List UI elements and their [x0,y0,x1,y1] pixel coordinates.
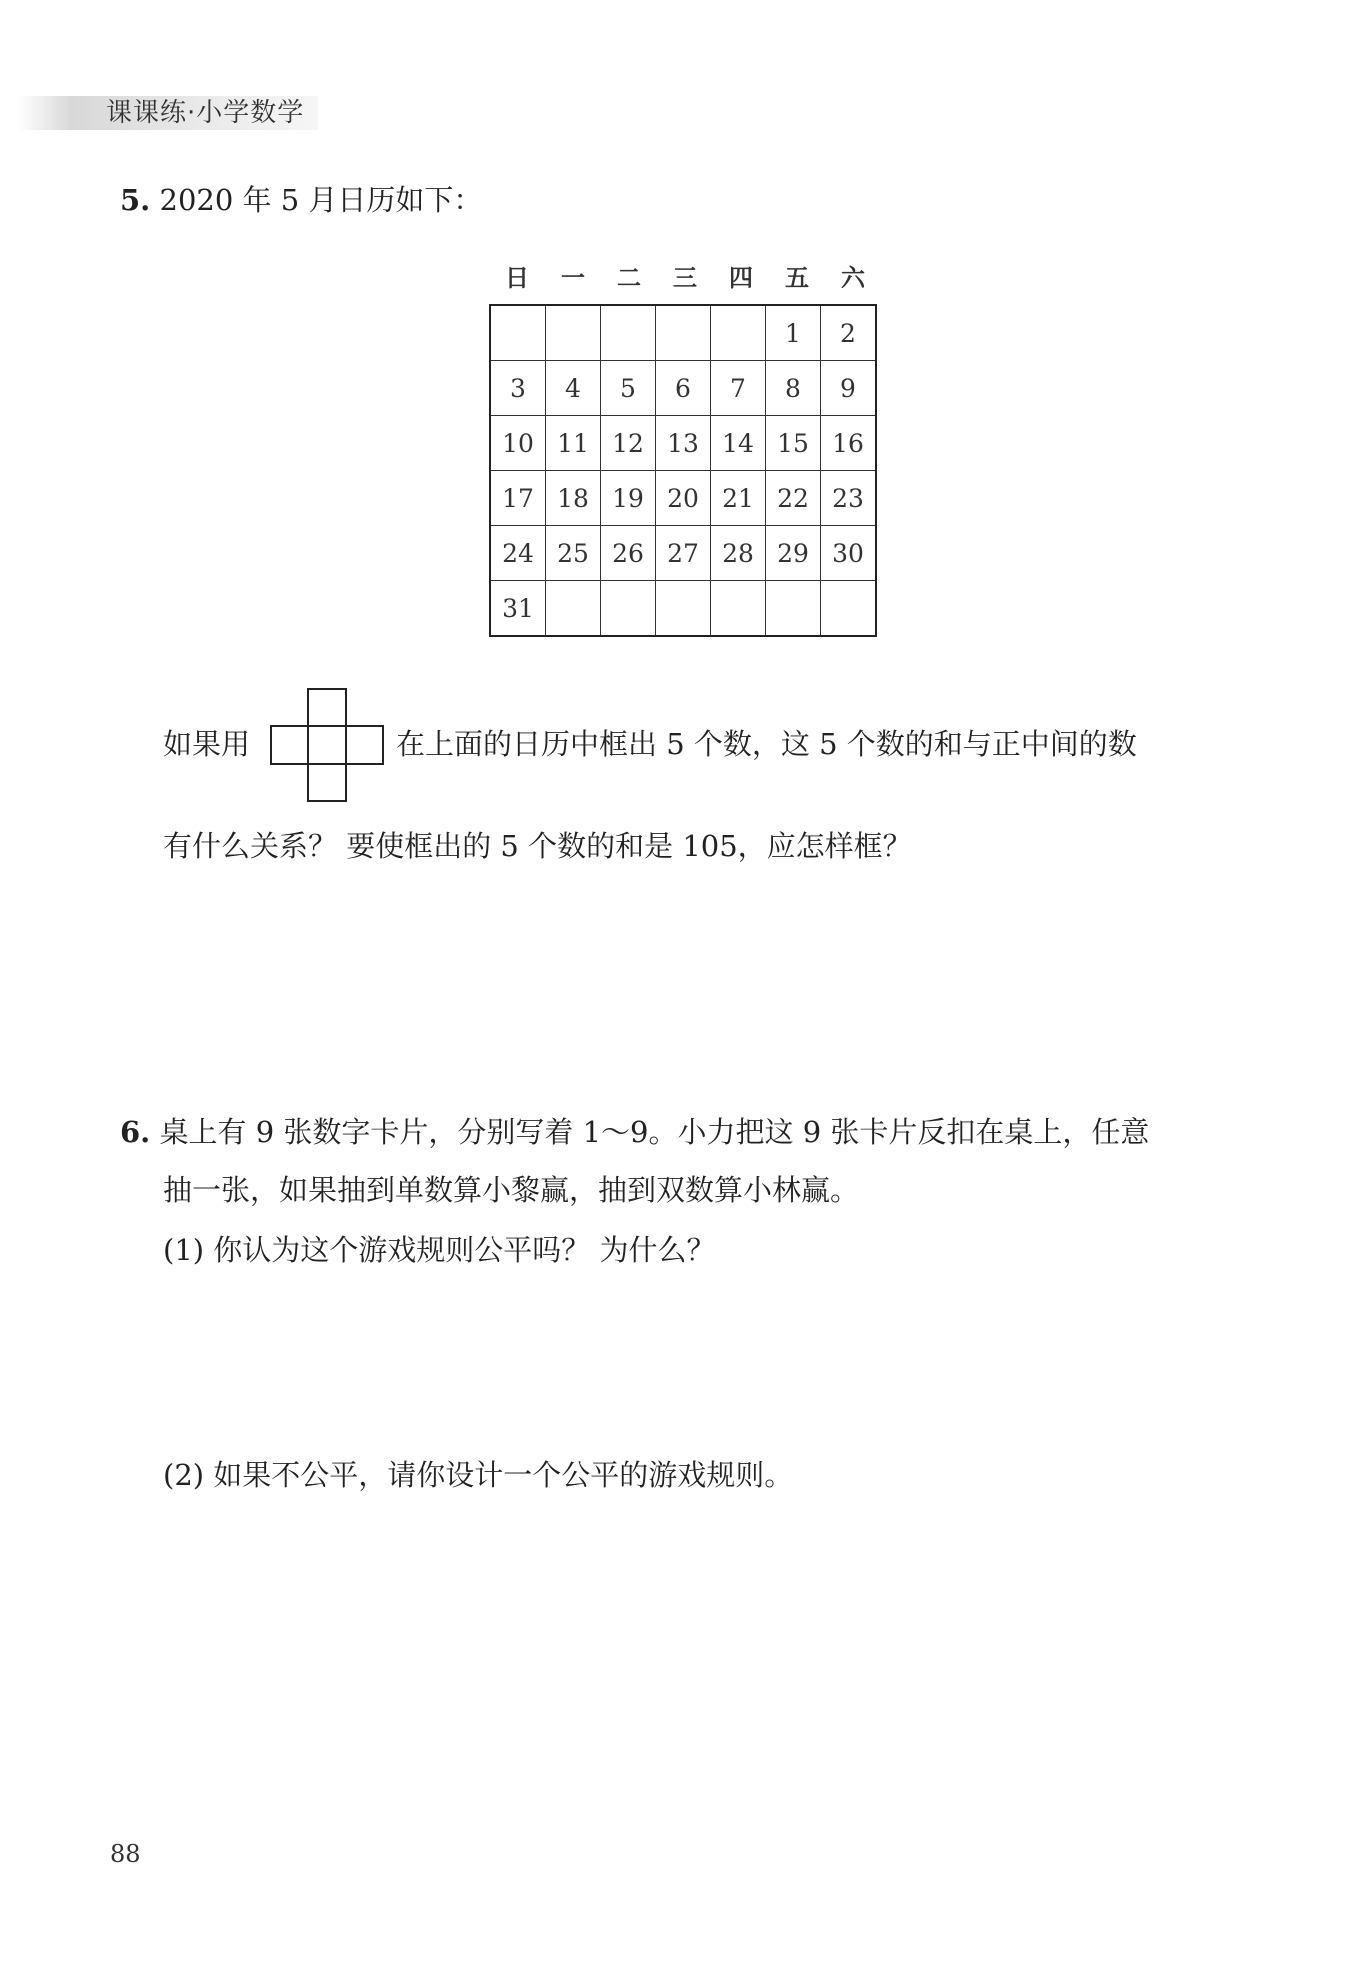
calendar-day-cell [546,581,601,637]
calendar-day-cell: 16 [821,416,877,471]
question-5-line1-suffix: 在上面的日历中框出 5 个数，这 5 个数的和与正中间的数 [396,727,1137,761]
calendar-day-cell: 2 [821,305,877,361]
calendar-day-cell: 24 [490,526,546,581]
calendar-day-cell [656,305,711,361]
calendar-day-cell [601,581,656,637]
calendar-day-cell: 3 [490,361,546,416]
calendar-week-row [490,471,876,526]
question-6-subquestion-2: (2) 如果不公平，请你设计一个公平的游戏规则。 [163,1458,794,1492]
calendar-day-cell: 26 [601,526,656,581]
calendar-day-cell [601,305,656,361]
calendar-day-cell [711,581,766,637]
calendar-day-cell: 13 [656,416,711,471]
question-6-line2: 抽一张，如果抽到单数算小黎赢，抽到双数算小林赢。 [163,1173,860,1207]
calendar-day-cell: 1 [766,305,821,361]
calendar-day-cell [656,581,711,637]
calendar-day-cell: 15 [766,416,821,471]
calendar-day-cell: 28 [711,526,766,581]
question-6-subquestion-1: (1) 你认为这个游戏规则公平吗？ 为什么？ [163,1233,716,1267]
question-6-number: 6. [120,1115,151,1149]
calendar-day-cell: 18 [546,471,601,526]
calendar-day-cell: 25 [546,526,601,581]
calendar-week-row [490,416,876,471]
question-6-line1 [120,1112,1149,1152]
calendar-day-cell: 10 [490,416,546,471]
calendar-day-cell: 17 [490,471,546,526]
calendar-day-cell: 23 [821,471,877,526]
calendar-day-cell: 30 [821,526,877,581]
weekday-label: 五 [785,263,809,292]
calendar-week-row [490,526,876,581]
question-5-line2: 有什么关系？ 要使框出的 5 个数的和是 105，应怎样框？ [163,829,912,863]
cross-shape-frame [270,688,384,802]
question-5-line1-prefix: 如果用 [163,727,251,761]
calendar-day-cell [711,305,766,361]
calendar-day-cell: 7 [711,361,766,416]
calendar-day-cell: 14 [711,416,766,471]
weekday-label: 三 [673,263,697,292]
calendar-day-cell: 11 [546,416,601,471]
calendar-day-cell: 12 [601,416,656,471]
weekday-label: 六 [841,263,865,292]
question-5-number: 5. [120,183,151,217]
calendar-day-cell [821,581,877,637]
calendar-day-cell: 8 [766,361,821,416]
book-title: 课课练·小学数学 [106,98,305,128]
calendar-grid [489,304,877,637]
calendar-day-cell [490,305,546,361]
calendar-day-cell: 31 [490,581,546,637]
calendar-week-row [490,581,876,637]
calendar-day-cell: 9 [821,361,877,416]
calendar-day-cell: 5 [601,361,656,416]
calendar-day-cell: 29 [766,526,821,581]
weekday-label: 日 [505,263,529,292]
calendar-day-cell: 20 [656,471,711,526]
question-5-title [120,180,482,220]
weekday-label: 一 [561,263,585,292]
weekday-label: 四 [729,263,753,292]
calendar-day-cell: 21 [711,471,766,526]
question-6-text: 桌上有 9 张数字卡片，分别写着 1～9。小力把这 9 张卡片反扣在桌上，任意 [159,1115,1150,1149]
question-5-text: 2020 年 5 月日历如下： [159,183,483,217]
page-number: 88 [110,1840,141,1868]
weekday-label: 二 [617,263,641,292]
calendar-day-cell [546,305,601,361]
calendar-day-cell: 4 [546,361,601,416]
weekday-header-row [489,258,881,298]
calendar-day-cell: 27 [656,526,711,581]
calendar-day-cell: 6 [656,361,711,416]
calendar-day-cell: 22 [766,471,821,526]
calendar-week-row [490,305,876,361]
calendar-day-cell: 19 [601,471,656,526]
calendar-day-cell [766,581,821,637]
calendar-week-row [490,361,876,416]
